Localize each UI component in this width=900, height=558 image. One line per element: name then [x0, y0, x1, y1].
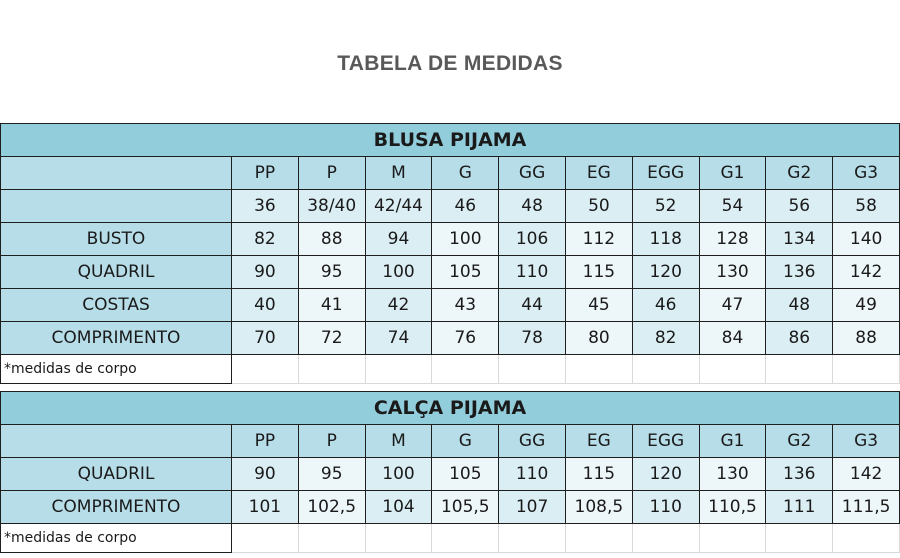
size-number-cell: 56: [766, 190, 833, 223]
measurement-value: 78: [499, 322, 566, 355]
size-cell: M: [365, 157, 432, 190]
measurement-value: 134: [766, 223, 833, 256]
measurement-value: 88: [298, 223, 365, 256]
measurement-value: 82: [232, 223, 299, 256]
calca-size-table: [0, 391, 900, 553]
size-number-cell: 52: [632, 190, 699, 223]
measurement-value: 111: [766, 491, 833, 524]
measurement-value: 76: [432, 322, 499, 355]
measurement-value: 130: [699, 458, 766, 491]
size-cell: EGG: [632, 157, 699, 190]
measurement-value: 42: [365, 289, 432, 322]
size-number-cell: 36: [232, 190, 299, 223]
measurement-value: 140: [833, 223, 900, 256]
measurement-value: 46: [632, 289, 699, 322]
empty-cell: [565, 524, 632, 553]
blusa-title: BLUSA PIJAMA: [1, 124, 900, 157]
measurement-value: 110: [499, 458, 566, 491]
measurement-value: 105,5: [432, 491, 499, 524]
empty-cell: [365, 524, 432, 553]
measurement-value: 101: [232, 491, 299, 524]
empty-cell: [766, 524, 833, 553]
measurement-value: 130: [699, 256, 766, 289]
empty-cell: [232, 524, 299, 553]
measurement-value: 105: [432, 256, 499, 289]
measurement-value: 95: [298, 256, 365, 289]
empty-cell: [766, 355, 833, 384]
measurement-value: 104: [365, 491, 432, 524]
measurement-label: BUSTO: [1, 223, 232, 256]
empty-cell: [499, 355, 566, 384]
size-cell: G2: [766, 425, 833, 458]
measurement-value: 136: [766, 256, 833, 289]
size-number-cell: 48: [499, 190, 566, 223]
empty-cell: [298, 355, 365, 384]
size-cell: G2: [766, 157, 833, 190]
size-number-cell: 46: [432, 190, 499, 223]
footnote: *medidas de corpo: [1, 524, 232, 553]
measurement-label: QUADRIL: [1, 256, 232, 289]
measurement-value: 128: [699, 223, 766, 256]
measurement-value: 43: [432, 289, 499, 322]
size-cell: EG: [565, 157, 632, 190]
measurement-value: 86: [766, 322, 833, 355]
measurement-value: 110: [632, 491, 699, 524]
size-cell: G1: [699, 425, 766, 458]
row-label-empty: [1, 157, 232, 190]
measurement-value: 120: [632, 256, 699, 289]
measurement-label: COMPRIMENTO: [1, 322, 232, 355]
empty-cell: [632, 355, 699, 384]
size-letter-row: [1, 425, 900, 458]
measurement-value: 82: [632, 322, 699, 355]
size-number-cell: 58: [833, 190, 900, 223]
measurement-value: 102,5: [298, 491, 365, 524]
table-row: [1, 289, 900, 322]
empty-cell: [699, 524, 766, 553]
page-title: TABELA DE MEDIDAS: [337, 52, 563, 75]
empty-cell: [365, 355, 432, 384]
measurement-value: 90: [232, 256, 299, 289]
size-cell: EG: [565, 425, 632, 458]
measurement-value: 44: [499, 289, 566, 322]
measurement-value: 111,5: [833, 491, 900, 524]
empty-cell: [298, 524, 365, 553]
measurement-value: 118: [632, 223, 699, 256]
table-row: [1, 256, 900, 289]
measurement-value: 49: [833, 289, 900, 322]
measurement-value: 84: [699, 322, 766, 355]
footnote: *medidas de corpo: [1, 355, 232, 384]
size-number-cell: 42/44: [365, 190, 432, 223]
size-cell: G: [432, 425, 499, 458]
size-number-cell: 50: [565, 190, 632, 223]
footnote-row: [1, 524, 900, 553]
table-row: [1, 491, 900, 524]
measurement-value: 45: [565, 289, 632, 322]
empty-cell: [499, 524, 566, 553]
size-cell: P: [298, 425, 365, 458]
measurement-value: 80: [565, 322, 632, 355]
measurement-value: 110,5: [699, 491, 766, 524]
measurement-value: 90: [232, 458, 299, 491]
measurement-value: 108,5: [565, 491, 632, 524]
empty-cell: [699, 355, 766, 384]
table-row: [1, 458, 900, 491]
measurement-value: 112: [565, 223, 632, 256]
measurement-label: COSTAS: [1, 289, 232, 322]
calca-title: CALÇA PIJAMA: [1, 392, 900, 425]
table-row: [1, 223, 900, 256]
row-label-empty: [1, 425, 232, 458]
measurement-value: 106: [499, 223, 566, 256]
size-cell: G3: [833, 425, 900, 458]
measurement-value: 142: [833, 256, 900, 289]
measurement-value: 107: [499, 491, 566, 524]
size-cell: G3: [833, 157, 900, 190]
empty-cell: [432, 355, 499, 384]
size-number-row: [1, 190, 900, 223]
measurement-value: 115: [565, 458, 632, 491]
measurement-label: COMPRIMENTO: [1, 491, 232, 524]
empty-cell: [833, 524, 900, 553]
row-label-empty: [1, 190, 232, 223]
measurement-label: QUADRIL: [1, 458, 232, 491]
measurement-value: 100: [365, 458, 432, 491]
measurement-value: 120: [632, 458, 699, 491]
size-cell: PP: [232, 157, 299, 190]
measurement-value: 48: [766, 289, 833, 322]
footnote-row: [1, 355, 900, 384]
measurement-value: 115: [565, 256, 632, 289]
measurement-value: 94: [365, 223, 432, 256]
size-letter-row: [1, 157, 900, 190]
measurement-value: 110: [499, 256, 566, 289]
size-cell: G1: [699, 157, 766, 190]
size-cell: GG: [499, 425, 566, 458]
empty-cell: [632, 524, 699, 553]
measurement-value: 72: [298, 322, 365, 355]
measurement-value: 88: [833, 322, 900, 355]
measurement-value: 105: [432, 458, 499, 491]
measurement-value: 74: [365, 322, 432, 355]
measurement-value: 142: [833, 458, 900, 491]
empty-cell: [833, 355, 900, 384]
measurement-value: 100: [432, 223, 499, 256]
size-number-cell: 38/40: [298, 190, 365, 223]
measurement-value: 70: [232, 322, 299, 355]
size-number-cell: 54: [699, 190, 766, 223]
measurement-value: 47: [699, 289, 766, 322]
measurement-value: 40: [232, 289, 299, 322]
table-row: [1, 322, 900, 355]
empty-cell: [232, 355, 299, 384]
size-cell: P: [298, 157, 365, 190]
empty-cell: [565, 355, 632, 384]
size-cell: EGG: [632, 425, 699, 458]
measurement-value: 136: [766, 458, 833, 491]
blusa-size-table: [0, 123, 900, 384]
size-cell: GG: [499, 157, 566, 190]
size-cell: M: [365, 425, 432, 458]
size-cell: PP: [232, 425, 299, 458]
size-cell: G: [432, 157, 499, 190]
measurement-value: 95: [298, 458, 365, 491]
empty-cell: [432, 524, 499, 553]
measurement-value: 41: [298, 289, 365, 322]
table-title-row: [1, 392, 900, 425]
table-title-row: [1, 124, 900, 157]
measurement-value: 100: [365, 256, 432, 289]
